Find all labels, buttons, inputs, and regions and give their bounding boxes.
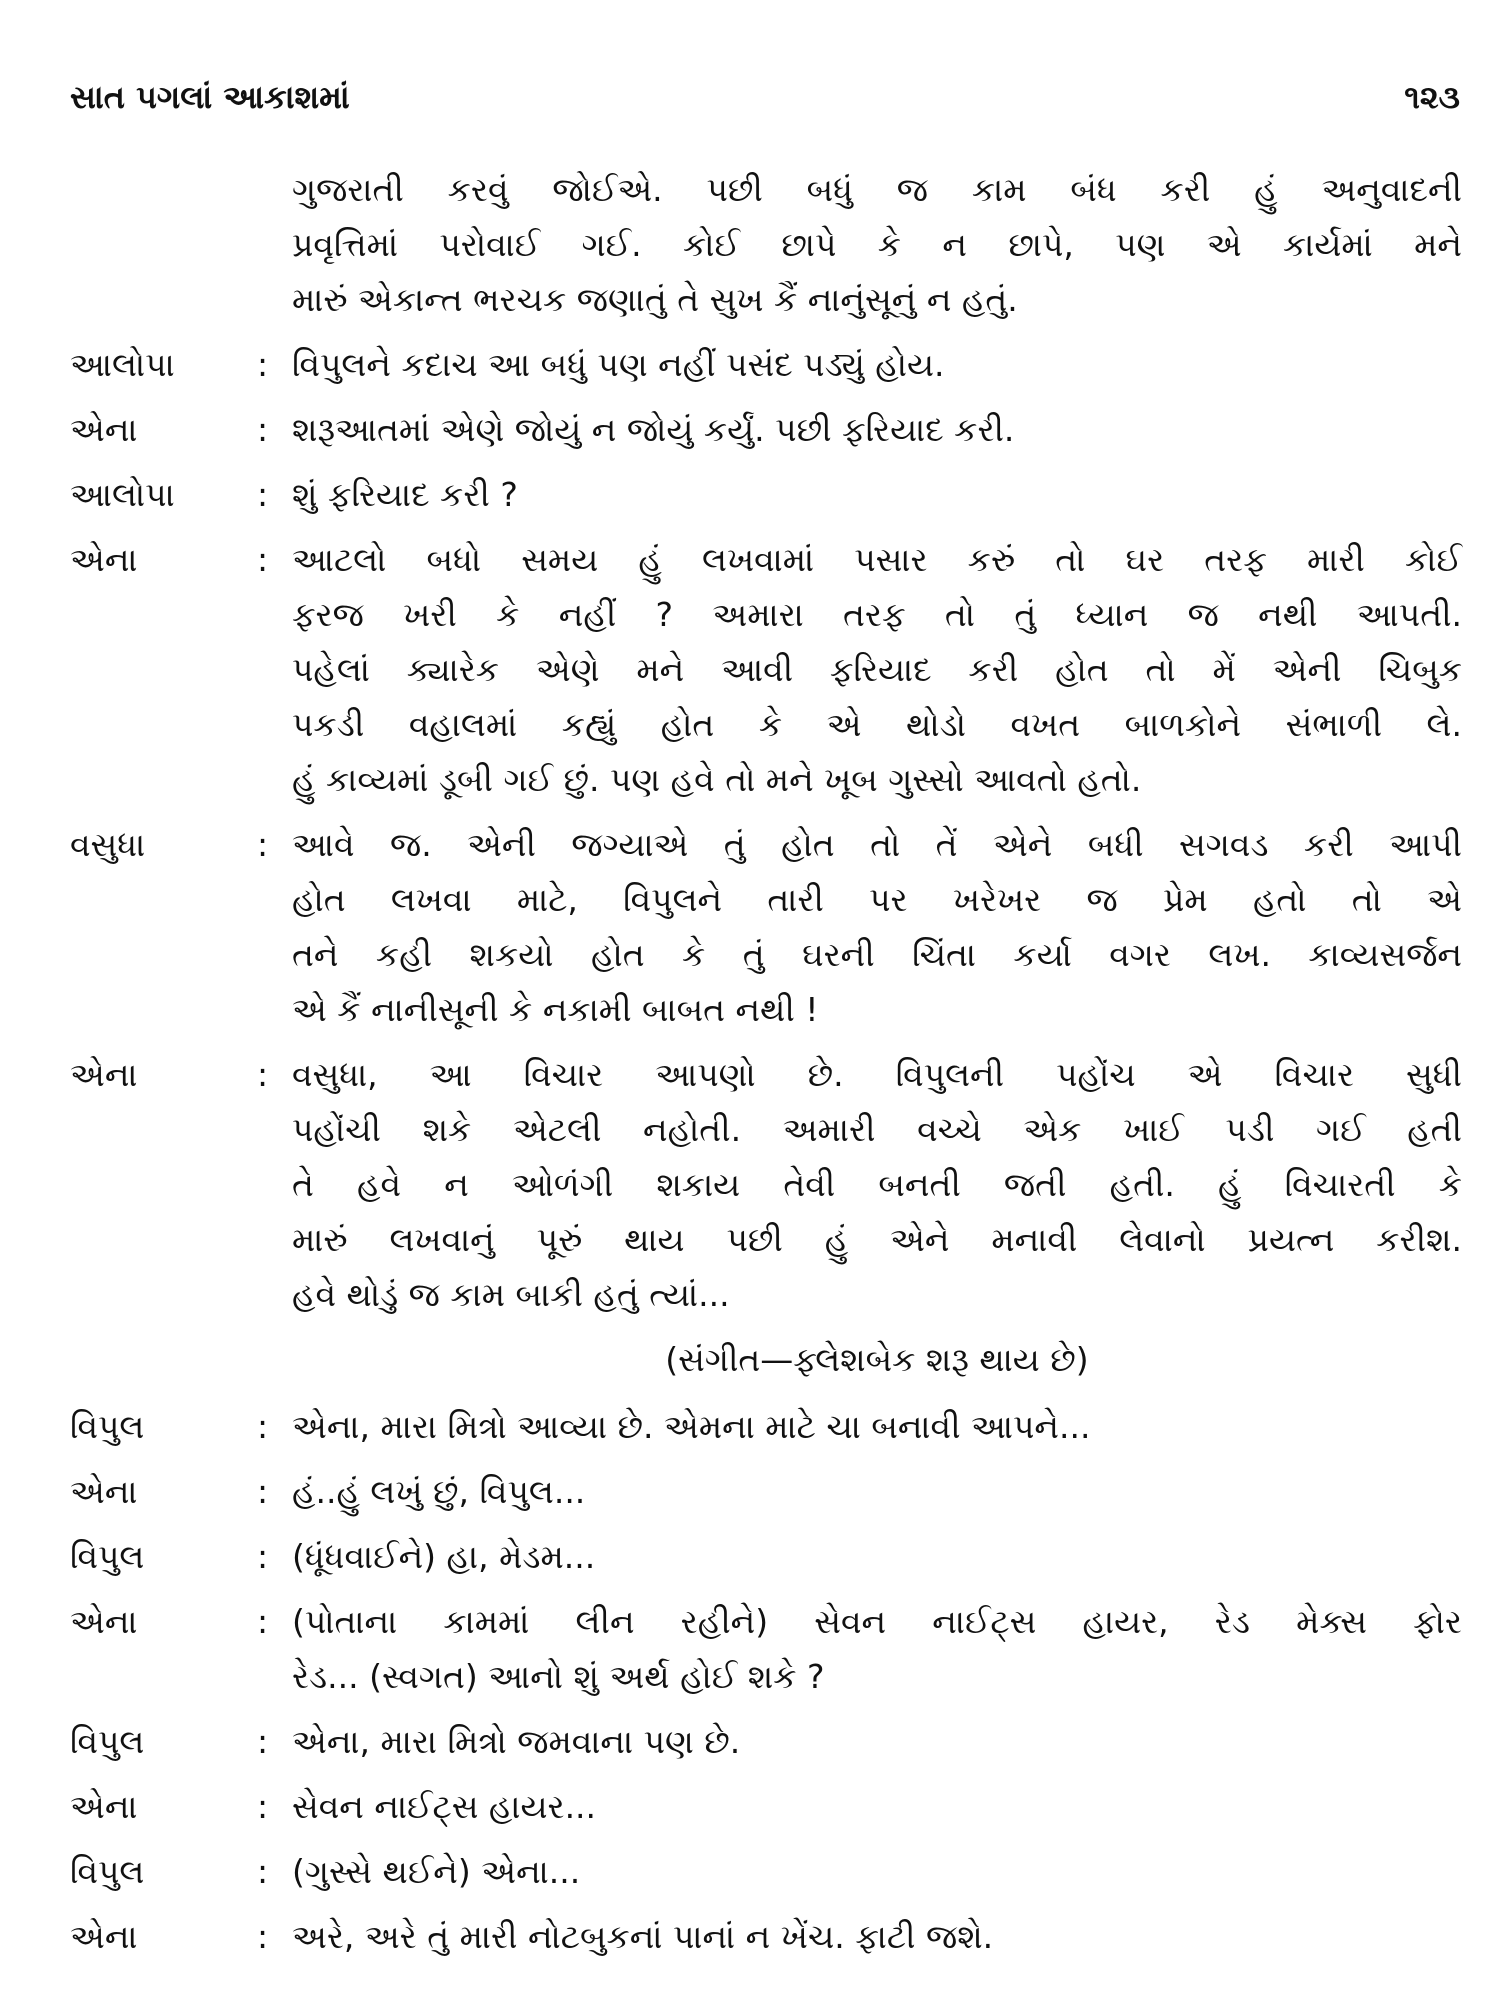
dialogue-text [292, 402, 1462, 457]
continued-paragraph [292, 162, 1462, 327]
dialogue-text [292, 817, 1462, 1037]
text-line: શરૂઆતમાં એણે જોયું ન જોયું કર્યું. પછી ફરિયાદ કરી. [292, 410, 1015, 449]
colon-separator: : [257, 1722, 269, 1761]
dialogue-entry [70, 1779, 1462, 1834]
dialogue-text [292, 337, 1462, 392]
running-header [70, 72, 1460, 122]
colon-separator: : [257, 475, 269, 514]
text-line: પહેલાં ક્યારેક એણે મને આવી ફરિયાદ કરી હોત તો મેં એની ચિબુક [292, 650, 1462, 689]
speaker-name: વિપુલ [70, 1407, 145, 1446]
text-line: પકડી વહાલમાં કહ્યું હોત કે એ થોડો વખત બાળકોને સંભાળી લે. [292, 705, 1462, 744]
speaker-name: આલોપા [70, 345, 175, 384]
text-line: (ધૂંધવાઈને) હા, મેડમ... [292, 1537, 596, 1576]
dialogue-section-1 [70, 337, 1462, 1322]
dialogue-entry [70, 1464, 1462, 1519]
speaker-name: એના [70, 1602, 138, 1641]
speaker-name: એના [70, 540, 138, 579]
text-line: (ગુસ્સે થઈને) એના... [292, 1852, 581, 1891]
dialogue-text [292, 467, 1462, 522]
text-line: સેવન નાઈટ્સ હાયર... [292, 1787, 597, 1826]
text-line: રેડ... (સ્વગત) આનો શું અર્થ હોઈ શકે ? [292, 1657, 825, 1696]
text-line: તે હવે ન ઓળંગી શકાય તેવી બનતી જતી હતી. હું વિચારતી કે [292, 1165, 1462, 1204]
text-line: મારું લખવાનું પૂરું થાય પછી હું એને મનાવી લેવાનો પ્રયત્ન કરીશ. [292, 1220, 1462, 1259]
dialogue-text [292, 1464, 1462, 1519]
text-line: હોત લખવા માટે, વિપુલને તારી પર ખરેખર જ પ્રેમ હતો તો એ [292, 880, 1462, 919]
colon-separator: : [257, 345, 269, 384]
colon-separator: : [257, 1472, 269, 1511]
dialogue-entry [70, 1909, 1462, 1964]
dialogue-text [292, 1779, 1462, 1834]
dialogue-entry [70, 1594, 1462, 1704]
speaker-name: એના [70, 1472, 138, 1511]
dialogue-entry [70, 532, 1462, 807]
speaker-name: આલોપા [70, 475, 175, 514]
text-line: હવે થોડું જ કામ બાકી હતું ત્યાં... [292, 1275, 730, 1314]
colon-separator: : [257, 1602, 269, 1641]
dialogue-text [292, 1399, 1462, 1454]
stage-direction: (સંગીત—ફ્લેશબેક શરૂ થાય છે) [665, 1340, 1089, 1379]
dialogue-text [292, 1047, 1462, 1322]
text-line: આટલો બધો સમય હું લખવામાં પસાર કરું તો ઘર તરફ મારી કોઈ [292, 540, 1462, 579]
dialogue-text [292, 532, 1462, 807]
dialogue-entry [70, 1399, 1462, 1454]
speaker-name: વિપુલ [70, 1852, 145, 1891]
text-line: ગુજરાતી કરવું જોઈએ. પછી બધું જ કામ બંધ કરી હું અનુવાદની [292, 170, 1462, 209]
text-line: તને કહી શકયો હોત કે તું ઘરની ચિંતા કર્યા વગર લખ. કાવ્યસર્જન [292, 935, 1462, 974]
colon-separator: : [257, 410, 269, 449]
page-body [70, 162, 1462, 1974]
text-line: પહોંચી શકે એટલી નહોતી. અમારી વચ્ચે એક ખાઈ પડી ગઈ હતી [292, 1110, 1462, 1149]
colon-separator: : [257, 1537, 269, 1576]
text-line: એના, મારા મિત્રો જમવાના પણ છે. [292, 1722, 741, 1761]
text-line: મારું એકાન્ત ભરચક જણાતું તે સુખ કૈં નાનુંસૂનું ન હતું. [292, 280, 1018, 319]
text-line: ફરજ ખરી કે નહીં ? અમારા તરફ તો તું ધ્યાન જ નથી આપતી. [292, 595, 1462, 634]
speaker-name: વિપુલ [70, 1537, 145, 1576]
speaker-name: વસુધા [70, 825, 146, 864]
dialogue-entry [70, 402, 1462, 457]
speaker-name: એના [70, 1787, 138, 1826]
text-line: હં..હું લખું છું, વિપુલ... [292, 1472, 586, 1511]
text-line: એ કૈં નાનીસૂની કે નકામી બાબત નથી ! [292, 990, 819, 1029]
dialogue-entry [70, 1714, 1462, 1769]
text-line: વિપુલને કદાચ આ બધું પણ નહીં પસંદ પડ્યું હોય. [292, 345, 945, 384]
dialogue-text [292, 1529, 1462, 1584]
speaker-name: વિપુલ [70, 1722, 145, 1761]
text-line: પ્રવૃત્તિમાં પરોવાઈ ગઈ. કોઈ છાપે કે ન છાપે, પણ એ કાર્યમાં મને [292, 225, 1462, 264]
page-number: ૧૨૩ [1404, 77, 1460, 116]
colon-separator: : [257, 825, 269, 864]
colon-separator: : [257, 1787, 269, 1826]
text-line: એના, મારા મિત્રો આવ્યા છે. એમના માટે ચા બનાવી આપને... [292, 1407, 1091, 1446]
dialogue-entry [70, 337, 1462, 392]
dialogue-entry [70, 1047, 1462, 1322]
colon-separator: : [257, 1055, 269, 1094]
colon-separator: : [257, 1852, 269, 1891]
dialogue-entry [70, 1529, 1462, 1584]
text-line: આવે જ. એની જગ્યાએ તું હોત તો તેં એને બધી સગવડ કરી આપી [292, 825, 1462, 864]
dialogue-text [292, 1909, 1462, 1964]
colon-separator: : [257, 1917, 269, 1956]
text-line: (પોતાના કામમાં લીન રહીને) સેવન નાઈટ્સ હાયર, રેડ મેક્સ ફોર [292, 1602, 1462, 1641]
speaker-name: એના [70, 1055, 138, 1094]
colon-separator: : [257, 540, 269, 579]
text-line: વસુધા, આ વિચાર આપણો છે. વિપુલની પહોંચ એ વિચાર સુધી [292, 1055, 1462, 1094]
dialogue-text [292, 1714, 1462, 1769]
dialogue-text [292, 1594, 1462, 1704]
text-line: અરે, અરે તું મારી નોટબુકનાં પાનાં ન ખેંચ. ફાટી જશે. [292, 1917, 994, 1956]
dialogue-entry [70, 1844, 1462, 1899]
speaker-name: એના [70, 1917, 138, 1956]
dialogue-entry [70, 817, 1462, 1037]
dialogue-entry [70, 467, 1462, 522]
text-line: શું ફરિયાદ કરી ? [292, 475, 518, 514]
speaker-name: એના [70, 410, 138, 449]
dialogue-text [292, 1844, 1462, 1899]
colon-separator: : [257, 1407, 269, 1446]
text-line: હું કાવ્યમાં ડૂબી ગઈ છું. પણ હવે તો મને ખૂબ ગુસ્સો આવતો હતો. [292, 760, 1142, 799]
book-title: સાત પગલાં આકાશમાં [70, 77, 350, 116]
dialogue-section-2 [70, 1399, 1462, 1964]
